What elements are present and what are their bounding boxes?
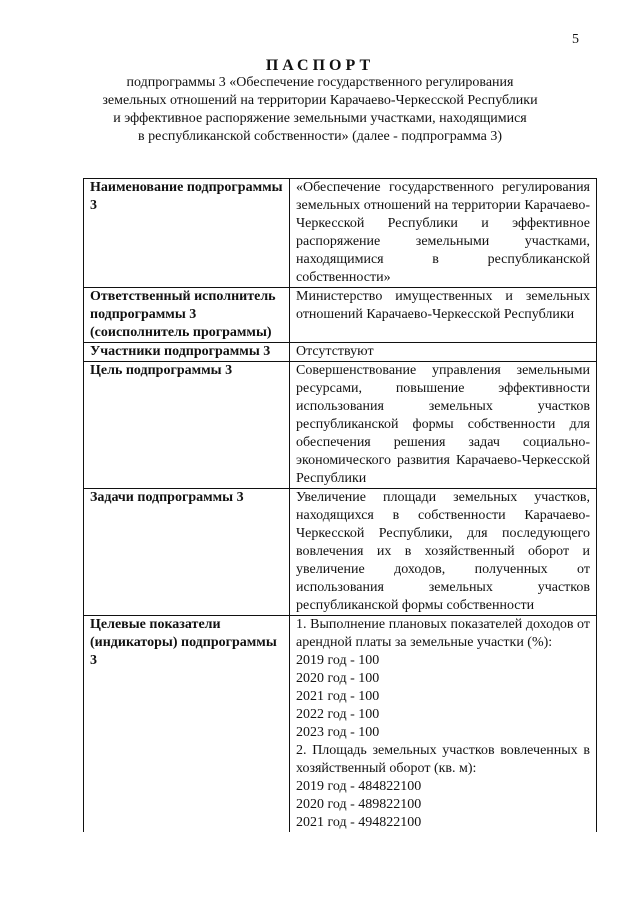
table-row-indicators [84, 616, 597, 833]
row-label: Участники подпрограммы 3 [84, 343, 290, 362]
passport-table [83, 178, 597, 832]
table-row [84, 179, 597, 288]
indicator-2-year: 2019 год - 484822100 [296, 779, 422, 794]
indicator-1-year: 2019 год - 100 [296, 653, 380, 668]
table-row [84, 343, 597, 362]
indicator-2-year: 2021 год - 494822100 [296, 815, 422, 830]
indicator-2-heading: 2. Площадь земельных участков вовлеченных в хозяйственный оборот (кв. м): [296, 743, 590, 776]
row-value: Увеличение площади земельных участков, находящихся в собственности Карачаево-Черкесской Республики, для последующего вовлечения их в хозяйственный оборот и увеличение доходов, полученных от использования земельных участков республиканской формы собственности [290, 489, 597, 616]
subtitle-line: подпрограммы 3 «Обеспечение государственного регулирования [126, 75, 514, 90]
indicator-1-year: 2021 год - 100 [296, 689, 380, 704]
table-row [84, 362, 597, 489]
indicator-1-year: 2020 год - 100 [296, 671, 380, 686]
row-value: Министерство имущественных и земельных отношений Карачаево-Черкесской Республики [290, 288, 597, 343]
row-value: Отсутствуют [290, 343, 597, 362]
table-row [84, 489, 597, 616]
row-label: Задачи подпрограммы 3 [84, 489, 290, 616]
indicators-value [290, 616, 597, 833]
row-value: Совершенствование управления земельными ресурсами, повышение эффективности использования земельных участков республиканской формы собственности для обеспечения решения задач социально-экономического развития Карачаево-Черкесской Республики [290, 362, 597, 489]
row-label: Наименование подпрограммы 3 [84, 179, 290, 288]
document-title: ПАСПОРТ [265, 57, 375, 74]
row-label: Цель подпрограммы 3 [84, 362, 290, 489]
indicator-1-year: 2022 год - 100 [296, 707, 380, 722]
subtitle-line: в республиканской собственности» (далее - подпрограмма 3) [138, 129, 502, 144]
document-subtitle [60, 74, 580, 146]
indicator-1-heading: 1. Выполнение плановых показателей доходов от арендной платы за земельные участки (%): [296, 617, 590, 650]
indicator-2-year: 2020 год - 489822100 [296, 797, 422, 812]
page-number: 5 [572, 32, 579, 47]
subtitle-line: земельных отношений на территории Карачаево-Черкесской Республики [102, 93, 538, 108]
row-value: «Обеспечение государственного регулирования земельных отношений на территории Карачаево-Черкесской Республики и эффективное распоряжение земельными участками, находящимися в республиканской собственности» [290, 179, 597, 288]
indicator-1-year: 2023 год - 100 [296, 725, 380, 740]
subtitle-line: и эффективное распоряжение земельными участками, находящимися [113, 111, 527, 126]
row-label: Ответственный исполнитель подпрограммы 3 (соисполнитель программы) [84, 288, 290, 343]
table-row [84, 288, 597, 343]
row-label: Целевые показатели (индикаторы) подпрограммы 3 [84, 616, 290, 833]
